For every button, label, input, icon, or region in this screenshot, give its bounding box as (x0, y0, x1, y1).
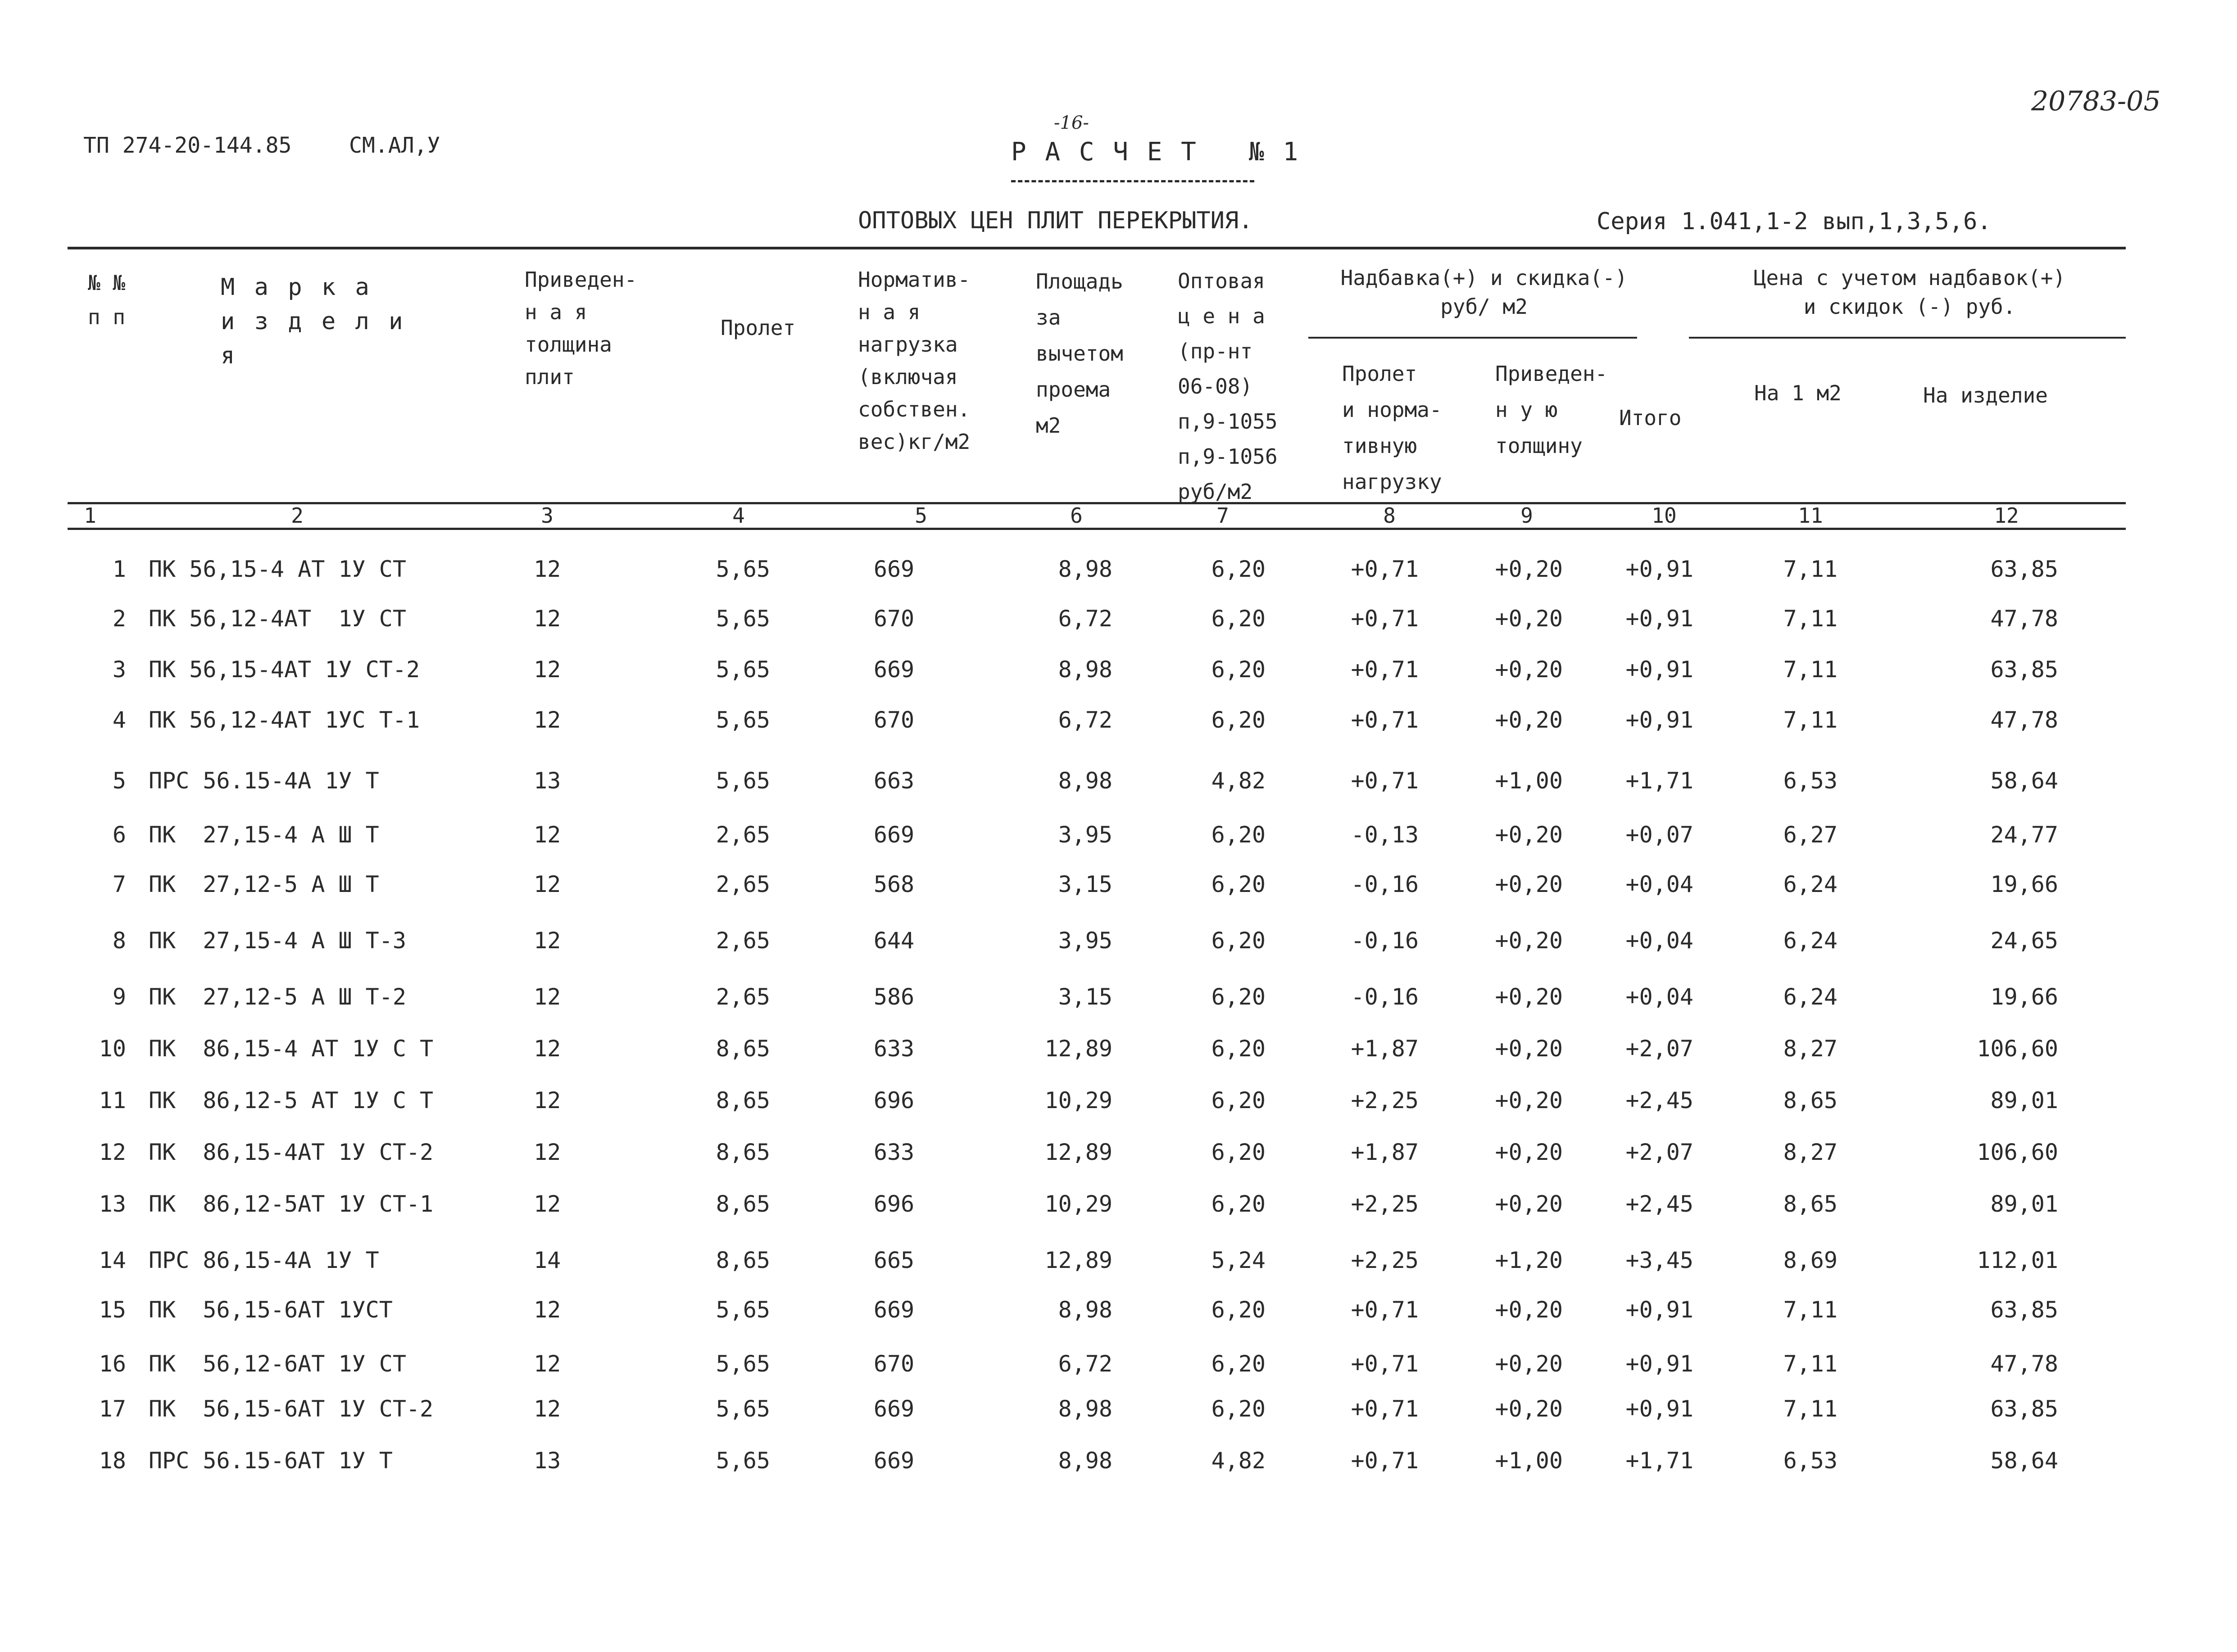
header-span: Пролет (721, 316, 796, 340)
cell-price-per-m2: 7,11 (1783, 1396, 1838, 1422)
cell-markup-thickness: +1,00 (1495, 768, 1563, 794)
cell-area: 6,72 (1058, 1351, 1112, 1377)
cell-price-per-m2: 6,53 (1783, 768, 1838, 794)
cell-row-number: 5 (112, 768, 126, 794)
cell-markup-thickness: +0,20 (1495, 1297, 1563, 1323)
cell-markup-span-load: +0,71 (1351, 1396, 1419, 1422)
cell-span: 5,65 (716, 1297, 770, 1323)
colnum: 8 (1383, 503, 1396, 528)
cell-span: 5,65 (716, 656, 770, 683)
cell-price: 4,82 (1211, 1448, 1266, 1474)
cell-span: 2,65 (716, 871, 770, 897)
cell-markup-thickness: +0,20 (1495, 707, 1563, 733)
cell-product-mark: ПК 56,15-6АТ 1У СТ-2 (149, 1396, 434, 1422)
cell-markup-total: +2,45 (1625, 1191, 1693, 1217)
cell-price: 6,20 (1211, 984, 1266, 1010)
colnum-bottom-rule (68, 528, 2126, 530)
cell-markup-thickness: +0,20 (1495, 822, 1563, 848)
table-top-rule (68, 247, 2126, 249)
cell-price-per-item: 58,64 (1990, 1448, 2058, 1474)
cell-row-number: 10 (99, 1036, 126, 1062)
cell-span: 5,65 (716, 556, 770, 582)
cell-area: 3,15 (1058, 984, 1112, 1010)
header-markup-thickness: Приведен- н у ю толщину (1495, 362, 1608, 458)
cell-markup-total: +0,91 (1625, 606, 1693, 632)
cell-area: 8,98 (1058, 768, 1112, 794)
cell-price-per-m2: 6,24 (1783, 928, 1838, 954)
header-area: Площадь за вычетом проема м2 (1036, 269, 1123, 438)
cell-price-per-item: 63,85 (1990, 1297, 2058, 1323)
cell-span: 5,65 (716, 707, 770, 733)
cell-area: 10,29 (1044, 1087, 1112, 1113)
colnum: 7 (1216, 503, 1229, 528)
cell-price-per-m2: 7,11 (1783, 606, 1838, 632)
cell-load: 669 (873, 656, 915, 683)
cell-price-per-item: 106,60 (1977, 1139, 2058, 1165)
cell-markup-thickness: +0,20 (1495, 1036, 1563, 1062)
cell-span: 8,65 (716, 1191, 770, 1217)
cell-price: 6,20 (1211, 1087, 1266, 1113)
cell-span: 5,65 (716, 768, 770, 794)
cell-product-mark: ПК 27,15-4 А Ш Т (149, 822, 379, 848)
cell-load: 669 (873, 1297, 915, 1323)
cell-row-number: 14 (99, 1247, 126, 1273)
cell-price: 4,82 (1211, 768, 1266, 794)
cell-price-per-item: 63,85 (1990, 556, 2058, 582)
cell-load: 670 (873, 707, 915, 733)
cell-price: 6,20 (1211, 1396, 1266, 1422)
cell-area: 8,98 (1058, 1448, 1112, 1474)
header-markup-group: Надбавка(+) и скидка(-) руб/ м2 (1340, 266, 1628, 319)
archive-stamp: 20783-05 (2031, 86, 2161, 117)
cell-markup-span-load: +0,71 (1351, 1448, 1419, 1474)
cell-markup-total: +1,71 (1625, 768, 1693, 794)
cell-price: 6,20 (1211, 707, 1266, 733)
cell-markup-span-load: -0,16 (1351, 928, 1419, 954)
cell-row-number: 8 (112, 928, 126, 954)
cell-markup-thickness: +0,20 (1495, 1351, 1563, 1377)
cell-area: 12,89 (1044, 1139, 1112, 1165)
cell-span: 8,65 (716, 1247, 770, 1273)
cell-markup-total: +1,71 (1625, 1448, 1693, 1474)
cell-price-per-item: 24,65 (1990, 928, 2058, 954)
cell-span: 2,65 (716, 984, 770, 1010)
cell-load: 669 (873, 556, 915, 582)
cell-markup-thickness: +0,20 (1495, 1396, 1563, 1422)
cell-markup-span-load: +0,71 (1351, 1351, 1419, 1377)
cell-span: 5,65 (716, 1396, 770, 1422)
colnum: 6 (1070, 503, 1083, 528)
cell-product-mark: ПК 56,12-4АТ 1УС Т-1 (149, 707, 420, 733)
cell-markup-span-load: +0,71 (1351, 1297, 1419, 1323)
cell-span: 8,65 (716, 1139, 770, 1165)
cell-markup-total: +0,07 (1625, 822, 1693, 848)
cell-span: 5,65 (716, 606, 770, 632)
cell-load: 696 (873, 1191, 915, 1217)
cell-thickness: 12 (534, 822, 561, 848)
cell-price-per-m2: 6,27 (1783, 822, 1838, 848)
cell-markup-span-load: +0,71 (1351, 606, 1419, 632)
header-price-per-m2: На 1 м2 (1754, 381, 1842, 405)
cell-product-mark: ПРС 56.15-6АТ 1У Т (149, 1448, 393, 1474)
cell-price-per-m2: 6,53 (1783, 1448, 1838, 1474)
doc-code (83, 133, 291, 158)
header-thickness: Приведен- н а я толщина плит (525, 267, 637, 389)
cell-markup-total: +0,91 (1625, 707, 1693, 733)
cell-markup-span-load: -0,13 (1351, 822, 1419, 848)
cell-product-mark: ПК 86,15-4АТ 1У СТ-2 (149, 1139, 434, 1165)
cell-price-per-m2: 7,11 (1783, 656, 1838, 683)
cell-markup-total: +0,91 (1625, 1396, 1693, 1422)
cell-row-number: 13 (99, 1191, 126, 1217)
cell-thickness: 14 (534, 1247, 561, 1273)
cell-markup-total: +2,07 (1625, 1036, 1693, 1062)
cell-price: 6,20 (1211, 1036, 1266, 1062)
cell-load: 633 (873, 1139, 915, 1165)
cell-price: 6,20 (1211, 1351, 1266, 1377)
cell-markup-thickness: +0,20 (1495, 556, 1563, 582)
subheader-rule-2 (1689, 337, 2126, 339)
cell-price-per-item: 47,78 (1990, 707, 2058, 733)
cell-span: 8,65 (716, 1087, 770, 1113)
cell-product-mark: ПК 56,12-4АТ 1У СТ (149, 606, 406, 632)
cell-markup-total: +0,91 (1625, 556, 1693, 582)
cell-price-per-item: 24,77 (1990, 822, 2058, 848)
cell-product-mark: ПРС 86,15-4А 1У Т (149, 1247, 379, 1273)
cell-product-mark: ПК 27,15-4 А Ш Т-3 (149, 928, 406, 954)
cell-area: 6,72 (1058, 707, 1112, 733)
cell-area: 12,89 (1044, 1247, 1112, 1273)
cell-markup-thickness: +0,20 (1495, 1087, 1563, 1113)
cell-price-per-item: 63,85 (1990, 656, 2058, 683)
cell-price-per-item: 89,01 (1990, 1087, 2058, 1113)
cell-price: 6,20 (1211, 1297, 1266, 1323)
title-underline (1011, 180, 1254, 182)
header-product-mark: М а р к а и з д е л и я (221, 274, 406, 369)
cell-product-mark: ПК 56,15-6АТ 1УСТ (149, 1297, 393, 1323)
cell-thickness: 12 (534, 1396, 561, 1422)
header-row-number: № № п п (88, 271, 126, 329)
cell-markup-total: +0,91 (1625, 1351, 1693, 1377)
cell-markup-span-load: +2,25 (1351, 1191, 1419, 1217)
colnum: 2 (291, 503, 304, 528)
cell-thickness: 12 (534, 556, 561, 582)
header-price-group: Цена с учетом надбавок(+) и скидок (-) руб. (1753, 266, 2066, 319)
doc-suffix: СМ.АЛ,У (349, 133, 440, 158)
cell-span: 2,65 (716, 928, 770, 954)
cell-markup-span-load: +0,71 (1351, 556, 1419, 582)
cell-product-mark: ПК 86,12-5АТ 1У СТ-1 (149, 1191, 434, 1217)
cell-price: 6,20 (1211, 656, 1266, 683)
cell-row-number: 17 (99, 1396, 126, 1422)
cell-markup-span-load: +0,71 (1351, 707, 1419, 733)
colnum: 10 (1652, 503, 1677, 528)
cell-thickness: 12 (534, 1087, 561, 1113)
cell-area: 6,72 (1058, 606, 1112, 632)
cell-product-mark: ПК 56,15-4 АТ 1У СТ (149, 556, 406, 582)
cell-markup-span-load: +2,25 (1351, 1087, 1419, 1113)
cell-load: 669 (873, 1448, 915, 1474)
cell-span: 2,65 (716, 822, 770, 848)
cell-load: 669 (873, 1396, 915, 1422)
cell-row-number: 9 (112, 984, 126, 1010)
cell-price-per-item: 19,66 (1990, 984, 2058, 1010)
cell-product-mark: ПК 86,15-4 АТ 1У С Т (149, 1036, 434, 1062)
cell-load: 696 (873, 1087, 915, 1113)
page-subtitle: ОПТОВЫХ ЦЕН ПЛИТ ПЕРЕКРЫТИЯ. (858, 207, 1253, 234)
colnum: 3 (541, 503, 554, 528)
cell-price-per-item: 19,66 (1990, 871, 2058, 897)
cell-load: 633 (873, 1036, 915, 1062)
cell-markup-total: +3,45 (1625, 1247, 1693, 1273)
cell-price-per-item: 112,01 (1977, 1247, 2058, 1273)
cell-markup-total: +2,45 (1625, 1087, 1693, 1113)
cell-markup-span-load: +1,87 (1351, 1139, 1419, 1165)
cell-row-number: 15 (99, 1297, 126, 1323)
cell-markup-thickness: +0,20 (1495, 871, 1563, 897)
cell-row-number: 3 (112, 656, 126, 683)
cell-price: 6,20 (1211, 822, 1266, 848)
header-price-per-item: На изделие (1923, 383, 2048, 407)
cell-thickness: 12 (534, 928, 561, 954)
cell-price-per-m2: 8,65 (1783, 1087, 1838, 1113)
cell-price-per-m2: 8,27 (1783, 1139, 1838, 1165)
cell-span: 8,65 (716, 1036, 770, 1062)
header-wholesale-price: Оптовая ц е н а (пр-нт 06-08) п,9-1055 п,9-1056 руб/м2 (1178, 269, 1278, 504)
cell-markup-thickness: +0,20 (1495, 1191, 1563, 1217)
cell-product-mark: ПРС 56.15-4А 1У Т (149, 768, 379, 794)
cell-row-number: 18 (99, 1448, 126, 1474)
cell-area: 3,95 (1058, 928, 1112, 954)
cell-price-per-m2: 7,11 (1783, 556, 1838, 582)
cell-markup-thickness: +0,20 (1495, 656, 1563, 683)
cell-product-mark: ПК 56,12-6АТ 1У СТ (149, 1351, 406, 1377)
cell-price: 6,20 (1211, 1191, 1266, 1217)
cell-price: 6,20 (1211, 871, 1266, 897)
cell-row-number: 1 (112, 556, 126, 582)
cell-price-per-m2: 8,65 (1783, 1191, 1838, 1217)
cell-markup-thickness: +1,20 (1495, 1247, 1563, 1273)
cell-load: 644 (873, 928, 915, 954)
cell-price-per-item: 47,78 (1990, 606, 2058, 632)
cell-markup-total: +0,04 (1625, 984, 1693, 1010)
cell-load: 669 (873, 822, 915, 848)
cell-load: 663 (873, 768, 915, 794)
cell-price-per-item: 47,78 (1990, 1351, 2058, 1377)
colnum: 4 (732, 503, 745, 528)
colnum: 11 (1798, 503, 1823, 528)
cell-area: 3,95 (1058, 822, 1112, 848)
header-markup-span-load: Пролет и норма- тивную нагрузку (1342, 362, 1442, 494)
cell-price-per-item: 63,85 (1990, 1396, 2058, 1422)
cell-row-number: 6 (112, 822, 126, 848)
sheet-mark: -16- (1054, 113, 1089, 133)
cell-area: 3,15 (1058, 871, 1112, 897)
cell-product-mark: ПК 27,12-5 А Ш Т-2 (149, 984, 406, 1010)
cell-row-number: 4 (112, 707, 126, 733)
cell-load: 586 (873, 984, 915, 1010)
cell-markup-span-load: +1,87 (1351, 1036, 1419, 1062)
cell-price-per-m2: 8,69 (1783, 1247, 1838, 1273)
cell-area: 10,29 (1044, 1191, 1112, 1217)
cell-price-per-m2: 7,11 (1783, 1297, 1838, 1323)
cell-thickness: 12 (534, 1351, 561, 1377)
cell-row-number: 2 (112, 606, 126, 632)
cell-thickness: 12 (534, 984, 561, 1010)
cell-product-mark: ПК 86,12-5 АТ 1У С Т (149, 1087, 434, 1113)
cell-thickness: 12 (534, 1297, 561, 1323)
cell-area: 8,98 (1058, 656, 1112, 683)
cell-thickness: 13 (534, 768, 561, 794)
cell-markup-span-load: -0,16 (1351, 984, 1419, 1010)
cell-markup-total: +0,04 (1625, 871, 1693, 897)
cell-price: 6,20 (1211, 928, 1266, 954)
cell-price-per-item: 106,60 (1977, 1036, 2058, 1062)
cell-markup-total: +0,04 (1625, 928, 1693, 954)
subheader-rule-1 (1308, 337, 1637, 339)
cell-markup-thickness: +0,20 (1495, 1139, 1563, 1165)
cell-price: 6,20 (1211, 1139, 1266, 1165)
cell-price-per-m2: 7,11 (1783, 707, 1838, 733)
cell-thickness: 13 (534, 1448, 561, 1474)
header-markup-total: Итого (1619, 406, 1682, 430)
cell-markup-total: +2,07 (1625, 1139, 1693, 1165)
cell-row-number: 16 (99, 1351, 126, 1377)
cell-price-per-m2: 8,27 (1783, 1036, 1838, 1062)
cell-load: 665 (873, 1247, 915, 1273)
cell-markup-thickness: +0,20 (1495, 928, 1563, 954)
cell-thickness: 12 (534, 707, 561, 733)
cell-area: 8,98 (1058, 1297, 1112, 1323)
cell-row-number: 11 (99, 1087, 126, 1113)
header-load: Норматив- н а я нагрузка (включая собствен. вес)кг/м2 (858, 267, 971, 454)
cell-thickness: 12 (534, 1036, 561, 1062)
cell-product-mark: ПК 27,12-5 А Ш Т (149, 871, 379, 897)
cell-price-per-item: 89,01 (1990, 1191, 2058, 1217)
cell-price-per-m2: 6,24 (1783, 984, 1838, 1010)
cell-load: 670 (873, 1351, 915, 1377)
series-label: Серия 1.041,1-2 вып,1,3,5,6. (1597, 208, 1992, 235)
cell-markup-span-load: +2,25 (1351, 1247, 1419, 1273)
cell-price-per-item: 58,64 (1990, 768, 2058, 794)
cell-area: 8,98 (1058, 1396, 1112, 1422)
colnum: 1 (84, 503, 96, 528)
cell-markup-thickness: +1,00 (1495, 1448, 1563, 1474)
cell-span: 5,65 (716, 1351, 770, 1377)
cell-thickness: 12 (534, 656, 561, 683)
cell-price: 6,20 (1211, 606, 1266, 632)
cell-load: 670 (873, 606, 915, 632)
cell-markup-thickness: +0,20 (1495, 984, 1563, 1010)
cell-markup-span-load: -0,16 (1351, 871, 1419, 897)
cell-row-number: 12 (99, 1139, 126, 1165)
cell-thickness: 12 (534, 1139, 561, 1165)
cell-price: 5,24 (1211, 1247, 1266, 1273)
cell-markup-total: +0,91 (1625, 656, 1693, 683)
colnum: 12 (1994, 503, 2019, 528)
cell-span: 5,65 (716, 1448, 770, 1474)
cell-markup-span-load: +0,71 (1351, 656, 1419, 683)
cell-markup-thickness: +0,20 (1495, 606, 1563, 632)
cell-markup-total: +0,91 (1625, 1297, 1693, 1323)
cell-price-per-m2: 6,24 (1783, 871, 1838, 897)
doc-code-text: ТП 274-20-144.85 (83, 133, 292, 158)
cell-thickness: 12 (534, 871, 561, 897)
colnum: 5 (915, 503, 927, 528)
cell-thickness: 12 (534, 606, 561, 632)
cell-area: 12,89 (1044, 1036, 1112, 1062)
cell-product-mark: ПК 56,15-4АТ 1У СТ-2 (149, 656, 420, 683)
cell-thickness: 12 (534, 1191, 561, 1217)
cell-area: 8,98 (1058, 556, 1112, 582)
cell-price: 6,20 (1211, 556, 1266, 582)
colnum: 9 (1520, 503, 1533, 528)
cell-markup-span-load: +0,71 (1351, 768, 1419, 794)
cell-load: 568 (873, 871, 915, 897)
page-title: Р А С Ч Е Т № 1 (1011, 137, 1300, 167)
cell-row-number: 7 (112, 871, 126, 897)
cell-price-per-m2: 7,11 (1783, 1351, 1838, 1377)
